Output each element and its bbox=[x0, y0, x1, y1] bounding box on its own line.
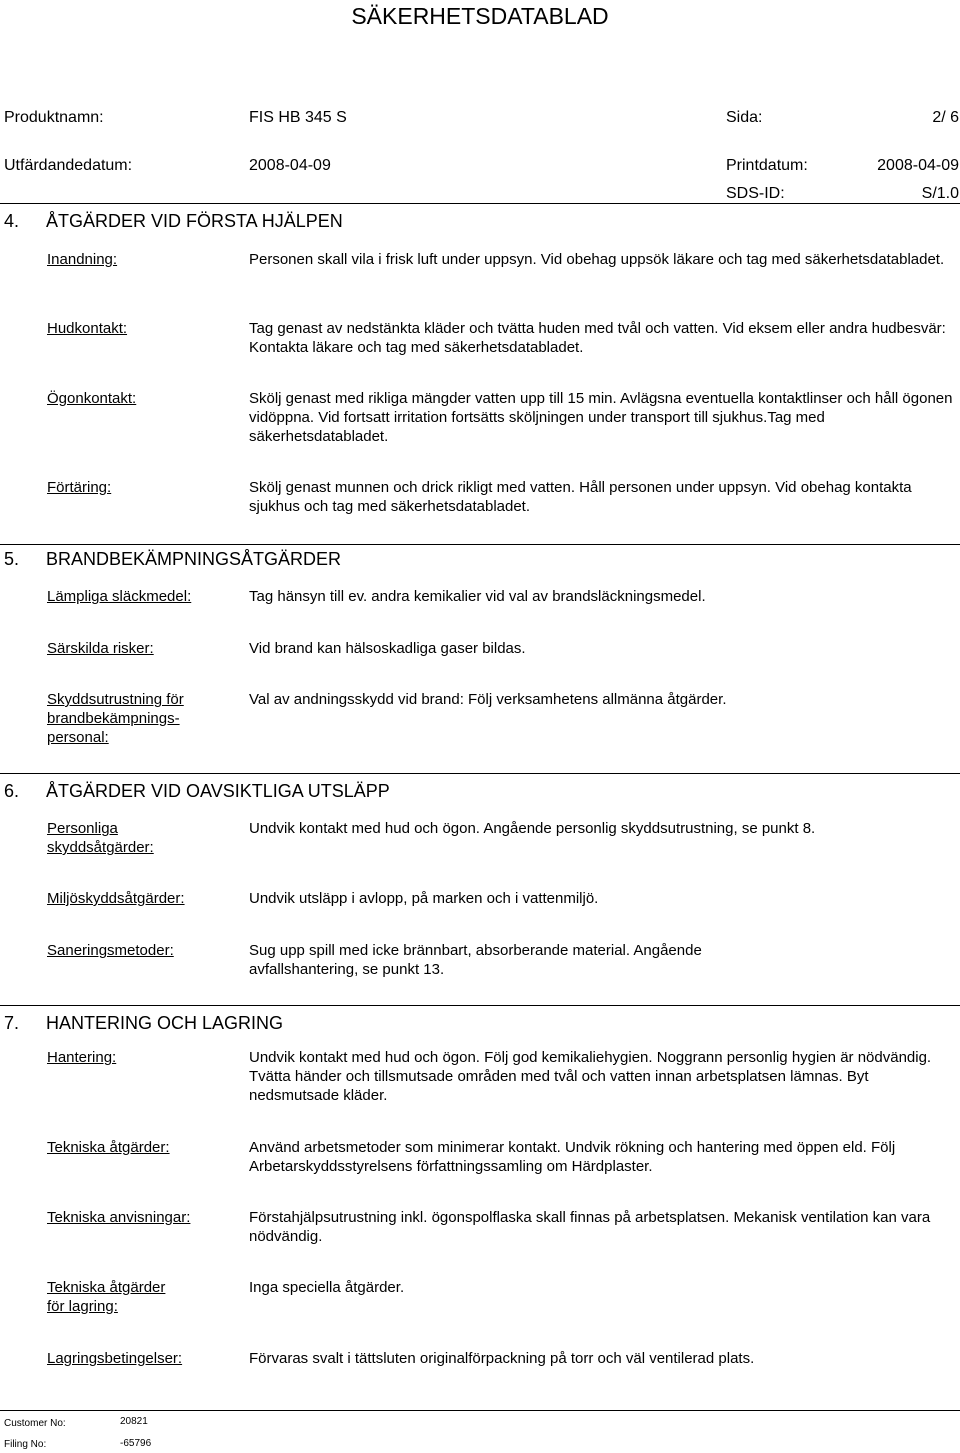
section-number: 5. bbox=[4, 549, 20, 569]
technical-instructions-label: Tekniska anvisningar: bbox=[47, 1209, 191, 1226]
section-title: HANTERING OCH LAGRING bbox=[46, 1013, 284, 1033]
section-number: 4. bbox=[4, 211, 20, 231]
extinguishing-media-text: Tag hänsyn till ev. andra kemikalier vid val av brandsläckningsmedel. bbox=[249, 588, 706, 605]
filing-number-label: Filing No: bbox=[4, 1439, 47, 1450]
section-title: ÅTGÄRDER VID OAVSIKTLIGA UTSLÄPP bbox=[46, 781, 390, 801]
storage-measures-label: Tekniska åtgärder för lagring: bbox=[47, 1279, 166, 1315]
firefighter-equipment-label: Skyddsutrustning för brandbekämpnings- personal: bbox=[47, 691, 184, 746]
handling-label: Hantering: bbox=[47, 1049, 117, 1066]
section-divider bbox=[0, 544, 960, 545]
page-label: Sida: bbox=[726, 109, 763, 126]
special-hazards-text: Vid brand kan hälsoskadliga gaser bildas. bbox=[249, 640, 526, 657]
eye-contact-text: Skölj genast med rikliga mängder vatten upp till 15 min. Avlägsna eventuella kontaktlinser och håll ögonen vidöppna. Vid fortsatt irritation fortsätts sköljningen under transport till sjukhus.Tag med säkerhetsdatabladet. bbox=[249, 390, 953, 445]
skin-contact-label: Hudkontakt: bbox=[47, 320, 128, 337]
inhalation-label: Inandning: bbox=[47, 251, 118, 268]
filing-number-value: -65796 bbox=[120, 1438, 152, 1449]
eye-contact-label: Ögonkontakt: bbox=[47, 390, 137, 407]
product-name-label: Produktnamn: bbox=[4, 109, 104, 126]
section-number: 7. bbox=[4, 1013, 20, 1033]
sds-id-label: SDS-ID: bbox=[726, 185, 785, 202]
section-5-heading bbox=[4, 548, 341, 570]
section-title: BRANDBEKÄMPNINGSÅTGÄRDER bbox=[46, 549, 342, 569]
skin-contact-text: Tag genast av nedstänkta kläder och tvätta huden med tvål och vatten. Vid eksem eller andra hudbesvär: Kontakta läkare och tag med säkerhetsdatabladet. bbox=[249, 320, 946, 356]
customer-number-value: 20821 bbox=[120, 1416, 148, 1427]
print-date-label: Printdatum: bbox=[726, 157, 808, 174]
personal-precautions-text: Undvik kontakt med hud och ögon. Angående personlig skyddsutrustning, se punkt 8. bbox=[249, 820, 816, 837]
storage-conditions-text: Förvaras svalt i tättsluten originalförpackning på torr och väl ventilerad plats. bbox=[249, 1350, 755, 1367]
technical-measures-text: Använd arbetsmetoder som minimerar kontakt. Undvik rökning och hantering med öppen eld. Följ Arbetarskyddsstyrelsens författningssamling om Härdplaster. bbox=[249, 1139, 896, 1175]
inhalation-text: Personen skall vila i frisk luft under uppsyn. Vid obehag uppsök läkare och tag med säkerhetsdatabladet. bbox=[249, 251, 945, 268]
ingestion-label: Förtäring: bbox=[47, 479, 112, 496]
sds-id-value: S/1.0 bbox=[921, 185, 959, 202]
section-4-heading bbox=[4, 210, 343, 232]
section-6-heading bbox=[4, 780, 390, 802]
header-divider bbox=[0, 203, 960, 204]
document-title: SÄKERHETSDATABLAD bbox=[351, 3, 609, 29]
environmental-precautions-text: Undvik utsläpp i avlopp, på marken och i vattenmiljö. bbox=[249, 890, 599, 907]
technical-instructions-text: Förstahjälpsutrustning inkl. ögonspolflaska skall finnas på arbetsplatsen. Mekanisk ventilation kan vara nödvändig. bbox=[249, 1209, 931, 1245]
environmental-precautions-label: Miljöskyddsåtgärder: bbox=[47, 890, 185, 907]
document-footer bbox=[0, 1410, 960, 1453]
handling-text: Undvik kontakt med hud och ögon. Följ god kemikaliehygien. Noggrann personlig hygien är nödvändig. Tvätta händer och tillsmutsade områden med tvål och vatten innan arbetsplatsen lämnas. Byt nedsmutsade kläder. bbox=[249, 1049, 932, 1104]
ingestion-text: Skölj genast munnen och drick rikligt med vatten. Håll personen under uppsyn. Vid obehag kontakta sjukhus och tag med säkerhetsdatabladet. bbox=[249, 479, 912, 515]
section-title: ÅTGÄRDER VID FÖRSTA HJÄLPEN bbox=[46, 211, 343, 231]
special-hazards-label: Särskilda risker: bbox=[47, 640, 154, 657]
issue-date-value: 2008-04-09 bbox=[249, 157, 331, 174]
cleanup-methods-label: Saneringsmetoder: bbox=[47, 942, 174, 959]
storage-measures-text: Inga speciella åtgärder. bbox=[249, 1279, 405, 1296]
cleanup-methods-text: Sug upp spill med icke brännbart, absorberande material. Angående avfallshantering, se punkt 13. bbox=[249, 942, 702, 978]
customer-number-label: Customer No: bbox=[4, 1418, 66, 1429]
section-divider bbox=[0, 773, 960, 774]
product-name-value: FIS HB 345 S bbox=[249, 109, 347, 126]
section-number: 6. bbox=[4, 781, 20, 801]
storage-conditions-label: Lagringsbetingelser: bbox=[47, 1350, 183, 1367]
section-7-heading bbox=[4, 1012, 283, 1034]
print-date-value: 2008-04-09 bbox=[877, 157, 959, 174]
section-divider bbox=[0, 1005, 960, 1006]
extinguishing-media-label: Lämpliga släckmedel: bbox=[47, 588, 192, 605]
firefighter-equipment-text: Val av andningsskydd vid brand: Följ verksamhetens allmänna åtgärder. bbox=[249, 691, 727, 708]
issue-date-label: Utfärdandedatum: bbox=[4, 157, 133, 174]
technical-measures-label: Tekniska åtgärder: bbox=[47, 1139, 170, 1156]
page-number: 2/ 6 bbox=[932, 109, 959, 126]
personal-precautions-label: Personliga skyddsåtgärder: bbox=[47, 820, 154, 856]
